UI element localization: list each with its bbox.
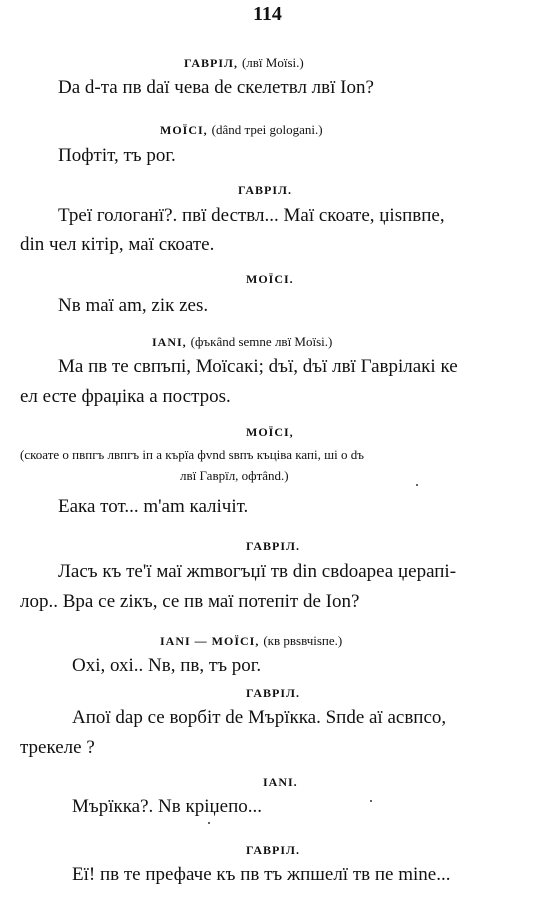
dialogue-line: Ласъ къ те'ї маї жmвогъџї тв din свdоареа џерапі- bbox=[58, 561, 457, 582]
speaker-name: МОЇСІ, bbox=[160, 123, 208, 137]
dialogue-line: Ма пв те свпъпі, Моїсакі; dъї, dъї лвї Гаврілакі ке bbox=[58, 356, 458, 377]
ink-speck bbox=[416, 484, 418, 486]
stage-direction: (dând треі gologani.) bbox=[211, 122, 323, 137]
stage-direction: лвї Гаврїл, офтând.) bbox=[180, 468, 289, 483]
dialogue-line: Nв maï am, zік zеѕ. bbox=[58, 295, 209, 316]
speaker-name: IANI. bbox=[263, 775, 298, 789]
dialogue-line: Мърїкка?. Nв кріџепо... bbox=[72, 796, 263, 817]
speaker-name: МОЇСІ. bbox=[246, 272, 294, 286]
speaker-name: IANI — МОЇСІ, bbox=[160, 634, 260, 648]
speaker-name: ГАВРІЛ. bbox=[246, 686, 300, 700]
stage-direction: (скоате о пвпгъ лвпгъ іп а кърїа фvnd sвпъ къціва капі, ші о dъ bbox=[20, 447, 364, 462]
dialogue-line: ел есте фраџіка а построѕ. bbox=[20, 386, 231, 407]
stage-direction: (кв рвѕвчіѕпе.) bbox=[263, 633, 343, 648]
dialogue-line: din чел кітір, маї скоате. bbox=[20, 234, 215, 255]
speaker-heading bbox=[160, 121, 323, 139]
dialogue-line: трекеле ? bbox=[20, 737, 95, 758]
stage-direction: (лвї Moïsi.) bbox=[241, 55, 304, 70]
ink-speck bbox=[208, 822, 210, 824]
stage-direction: (фъкând semne лвї Moïsi.) bbox=[190, 334, 333, 349]
page-number: 114 bbox=[253, 3, 282, 25]
speaker-name: ГАВРІЛ, bbox=[184, 56, 238, 70]
dialogue-line: Еака тот... m'am калічіт. bbox=[58, 496, 249, 517]
dialogue-line: Охі, охі.. Nв, пв, тъ рог. bbox=[72, 655, 262, 676]
speaker-heading bbox=[184, 54, 304, 72]
ink-speck bbox=[370, 800, 372, 802]
dialogue-line: Апої dар се ворбіт de Мърїкка. Ѕпdе аї асвпсо, bbox=[72, 707, 447, 728]
dialogue-line: Da d-та пв daï чева de скелетвл лвї Ion? bbox=[58, 77, 374, 98]
speaker-name: ГАВРІЛ. bbox=[238, 183, 292, 197]
speaker-name: ГАВРІЛ. bbox=[246, 843, 300, 857]
dialogue-line: Пофтіт, тъ рог. bbox=[58, 145, 176, 166]
speaker-heading bbox=[160, 632, 342, 650]
speaker-name: МОЇСІ, bbox=[246, 425, 294, 439]
dialogue-line: лор.. Вра се zікъ, се пв маї потепіт de Ion? bbox=[20, 591, 360, 612]
dialogue-line: Еї! пв те префаче къ пв тъ жпшелї тв пе mine... bbox=[72, 864, 451, 885]
speaker-name: IANI, bbox=[152, 335, 187, 349]
dialogue-line: Треї гологанї?. пвї dествл... Маї скоате, џіѕпвпе, bbox=[58, 205, 445, 226]
speaker-heading bbox=[152, 333, 332, 351]
speaker-name: ГАВРІЛ. bbox=[246, 539, 300, 553]
